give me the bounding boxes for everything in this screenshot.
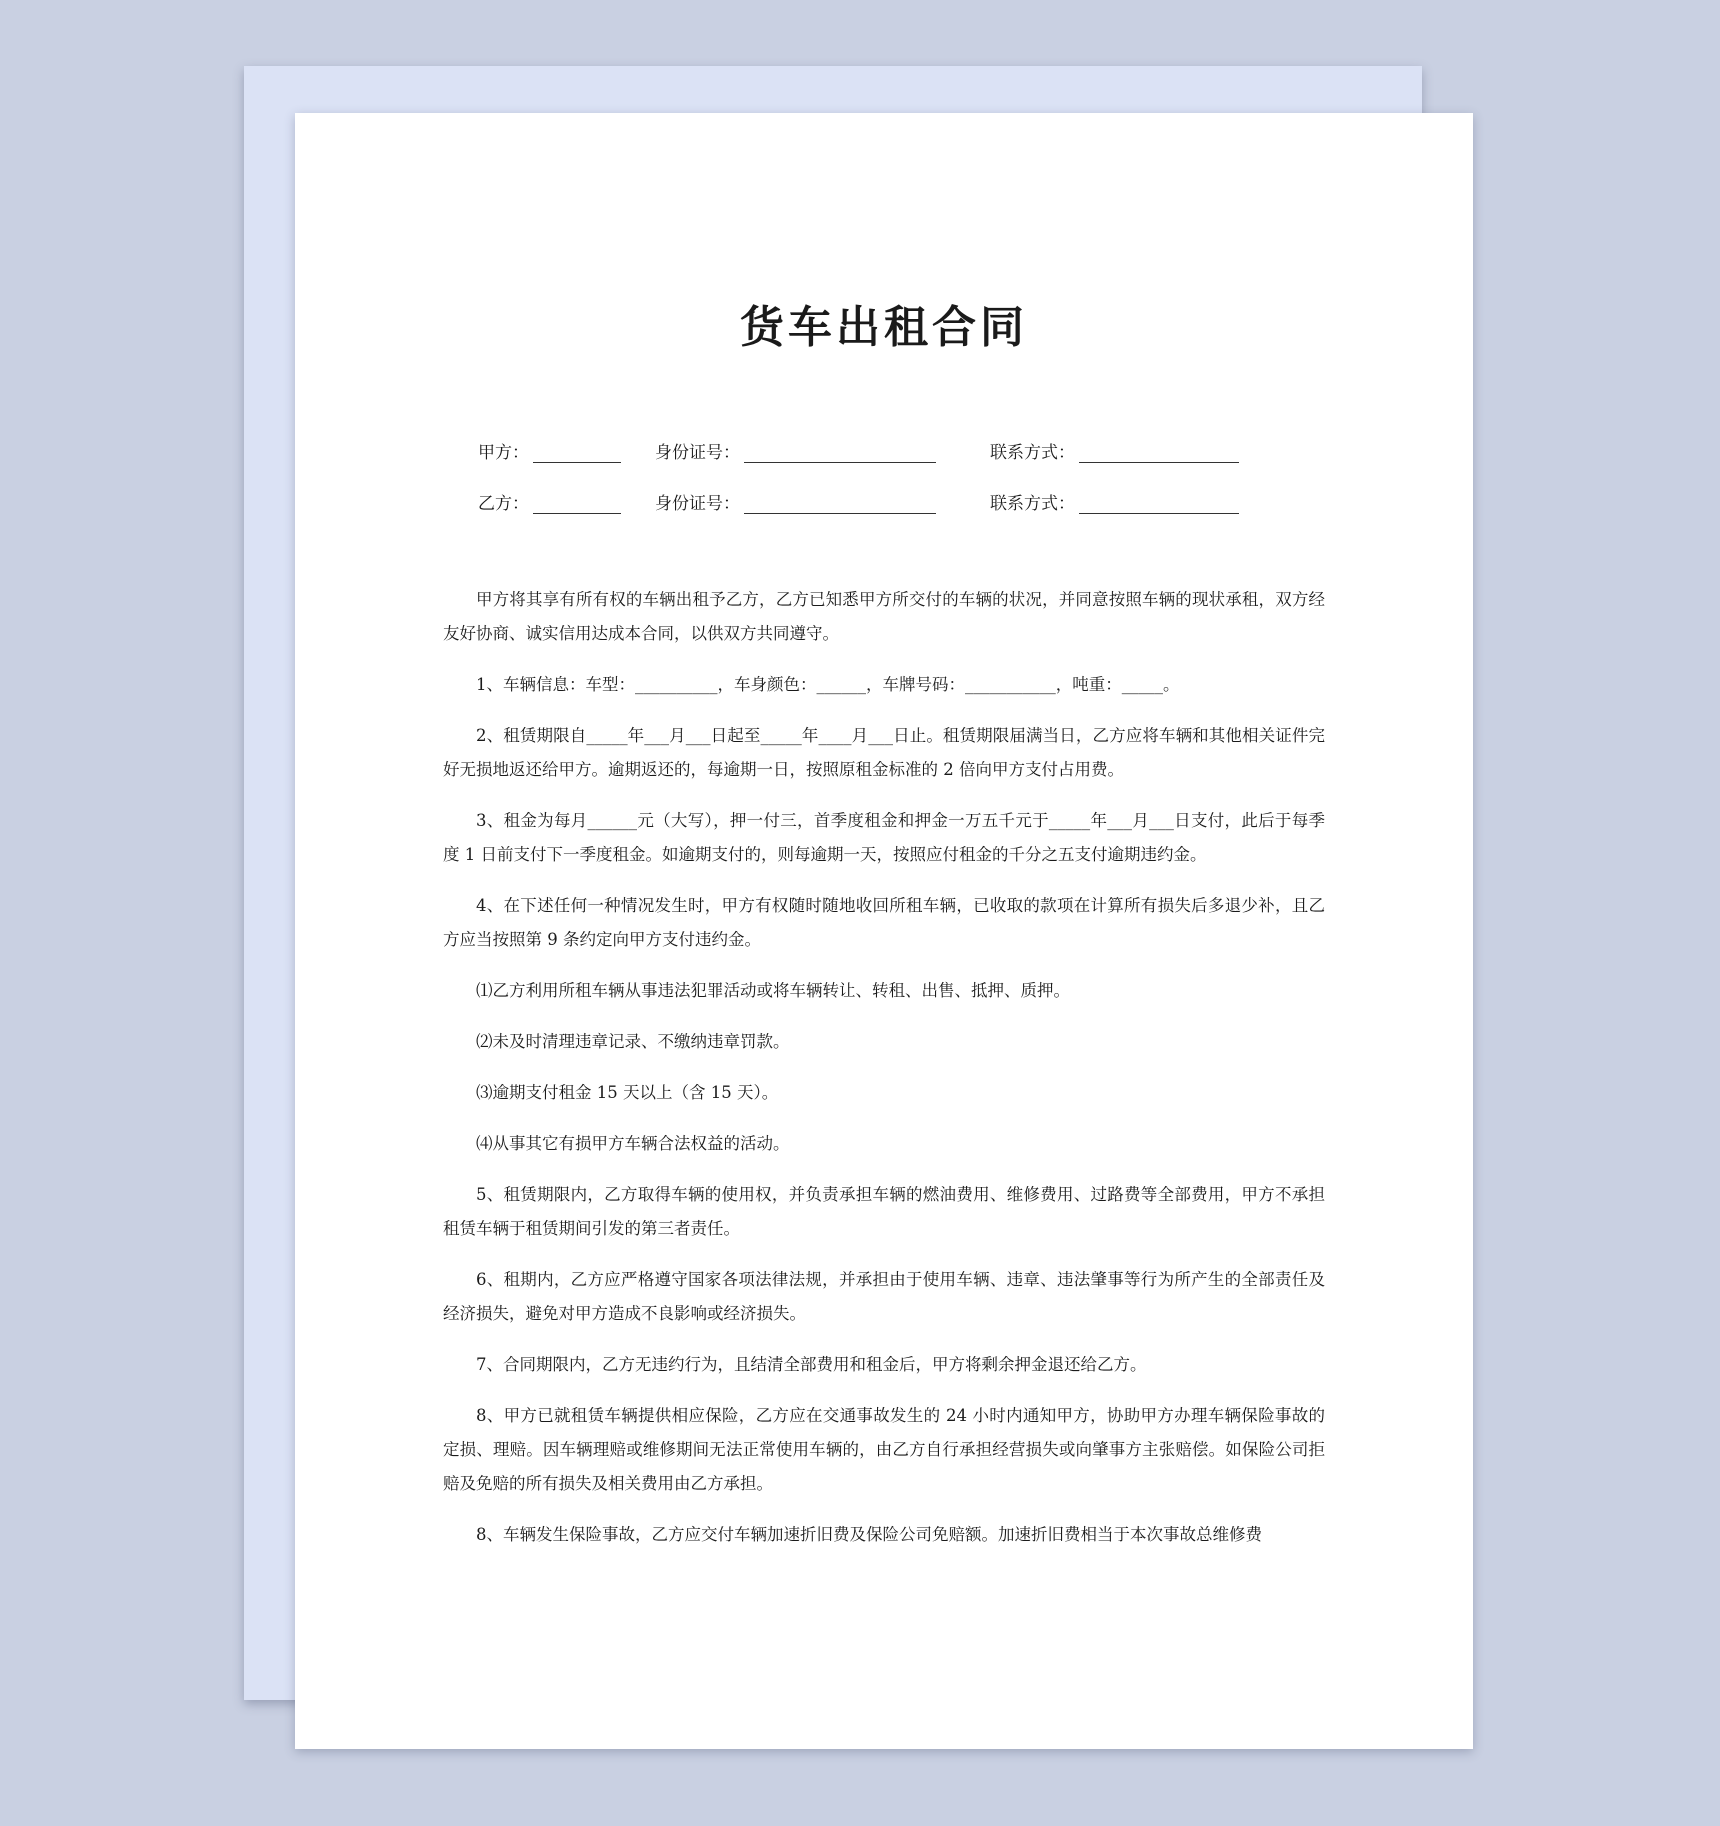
party-a-id-blank: [744, 440, 936, 463]
contract-body: [443, 583, 1325, 1569]
clause-4-item-3: ⑶逾期支付租金 15 天以上（含 15 天）。: [476, 1083, 779, 1102]
party-a-row: [478, 433, 1239, 463]
party-b-contact-blank: [1079, 491, 1239, 514]
clause-5: 5、租赁期限内，乙方取得车辆的使用权，并负责承担车辆的燃油费用、维修费用、过路费等全部费用，甲方不承担租赁车辆于租赁期间引发的第三者责任。: [443, 1185, 1325, 1238]
party-a-id-label: 身份证号：: [655, 443, 740, 463]
party-b-blank: [533, 491, 621, 514]
paragraph-intro: 甲方将其享有所有权的车辆出租予乙方，乙方已知悉甲方所交付的车辆的状况，并同意按照车辆的现状承租，双方经友好协商、诚实信用达成本合同，以供双方共同遵守。: [443, 590, 1325, 643]
clause-3: 3、租金为每月______元（大写），押一付三，首季度租金和押金一万五千元于_____年___月___日支付，此后于每季度 1 日前支付下一季度租金。如逾期支付的，则每逾期一天，按照应付租金的千分之五支付逾期违约金。: [443, 811, 1325, 864]
party-a-label: 甲方：: [478, 443, 529, 463]
clause-2: 2、租赁期限自_____年___月___日起至_____年____月___日止。租赁期限届满当日，乙方应将车辆和其他相关证件完好无损地返还给甲方。逾期返还的，每逾期一日，按照原租金标准的 2 倍向甲方支付占用费。: [443, 726, 1325, 779]
party-a-contact-blank: [1079, 440, 1239, 463]
clause-6: 6、租期内，乙方应严格遵守国家各项法律法规，并承担由于使用车辆、违章、违法肇事等行为所产生的全部责任及经济损失，避免对甲方造成不良影响或经济损失。: [443, 1270, 1325, 1323]
clause-8: 8、甲方已就租赁车辆提供相应保险，乙方应在交通事故发生的 24 小时内通知甲方，协助甲方办理车辆保险事故的定损、理赔。因车辆理赔或维修期间无法正常使用车辆的，由乙方自行承担经营损失或向肇事方主张赔偿。如保险公司拒赔及免赔的所有损失及相关费用由乙方承担。: [443, 1406, 1325, 1493]
document-page: [295, 113, 1473, 1749]
party-b-id-blank: [744, 491, 936, 514]
clause-4: 4、在下述任何一种情况发生时，甲方有权随时随地收回所租车辆，已收取的款项在计算所有损失后多退少补，且乙方应当按照第 9 条约定向甲方支付违约金。: [443, 896, 1325, 949]
party-b-id-label: 身份证号：: [655, 494, 740, 514]
clause-4-item-2: ⑵未及时清理违章记录、不缴纳违章罚款。: [476, 1032, 790, 1051]
party-a-contact-label: 联系方式：: [990, 443, 1075, 463]
clause-4-item-4: ⑷从事其它有损甲方车辆合法权益的活动。: [476, 1134, 790, 1153]
clause-1: 1、车辆信息：车型：__________，车身颜色：______，车牌号码：___________，吨重：_____。: [476, 675, 1180, 694]
document-title: 货车出租合同: [740, 302, 1028, 353]
clause-7: 7、合同期限内，乙方无违约行为，且结清全部费用和租金后，甲方将剩余押金退还给乙方。: [476, 1355, 1147, 1374]
party-a-blank: [533, 440, 621, 463]
party-b-label: 乙方：: [478, 494, 529, 514]
party-b-row: [478, 484, 1239, 514]
party-b-contact-label: 联系方式：: [990, 494, 1075, 514]
clause-4-item-1: ⑴乙方利用所租车辆从事违法犯罪活动或将车辆转让、转租、出售、抵押、质押。: [476, 981, 1070, 1000]
clause-8b: 8、车辆发生保险事故，乙方应交付车辆加速折旧费及保险公司免赔额。加速折旧费相当于本次事故总维修费: [476, 1525, 1262, 1544]
